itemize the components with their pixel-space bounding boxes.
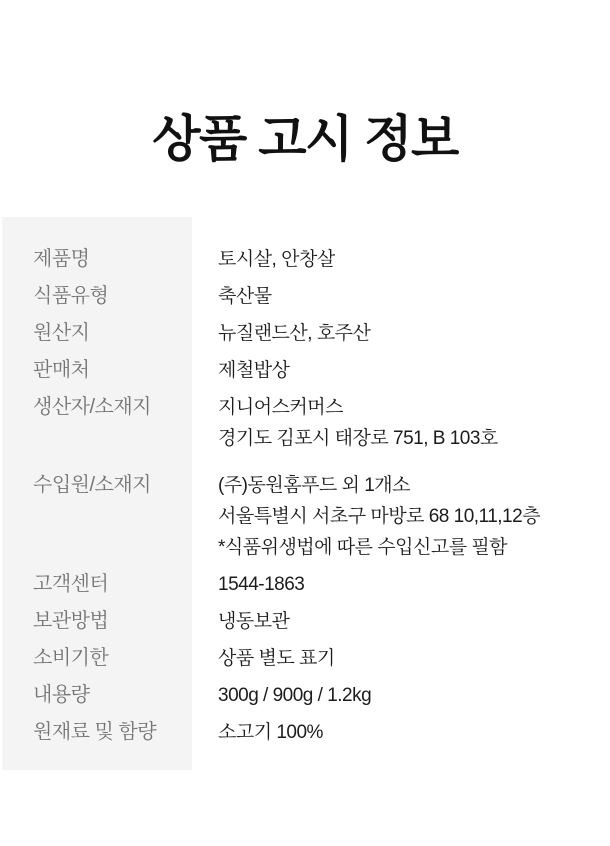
- value-line: 지니어스커머스: [218, 397, 343, 418]
- value-line: 소고기 100%: [218, 722, 323, 743]
- info-row-value: [192, 470, 610, 563]
- info-row-label: 소비기한: [33, 647, 109, 669]
- value-line: 뉴질랜드산, 호주산: [218, 323, 371, 344]
- value-line: 1544-1863: [218, 574, 305, 595]
- info-row-value: [192, 244, 610, 275]
- value-line: 축산물: [218, 286, 272, 307]
- info-row-value: [192, 318, 610, 349]
- value-line: (주)동원홈푸드 외 1개소: [218, 475, 410, 496]
- info-row-label: 제품명: [33, 248, 90, 270]
- info-row-value: [192, 355, 610, 386]
- value-line: 서울특별시 서초구 마방로 68 10,11,12층: [218, 506, 541, 527]
- info-row: [0, 717, 610, 748]
- info-row: [0, 606, 610, 637]
- info-row-value: [192, 680, 610, 711]
- info-row-value: [192, 643, 610, 674]
- info-row-label: 식품유형: [33, 285, 109, 307]
- value-line: 토시살, 안창살: [218, 249, 335, 270]
- info-row-label: 원재료 및 함량: [33, 721, 157, 743]
- value-line: 상품 별도 표기: [218, 648, 335, 669]
- info-row-label: 생산자/소재지: [33, 396, 151, 418]
- info-row-value: [192, 569, 610, 600]
- value-line: 냉동보관: [218, 611, 290, 632]
- product-info-table: [0, 217, 610, 770]
- info-row: [0, 569, 610, 600]
- info-row-value: [192, 392, 610, 454]
- info-row: [0, 643, 610, 674]
- info-row-label: 내용량: [33, 684, 90, 706]
- info-row: [0, 470, 610, 563]
- value-line: *식품위생법에 따른 수입신고를 필함: [218, 537, 508, 558]
- page-title: 상품 고시 정보: [152, 111, 458, 167]
- value-line: 제철밥상: [218, 360, 290, 381]
- info-row: [0, 244, 610, 275]
- info-row-label: 원산지: [33, 322, 90, 344]
- info-row-label: 보관방법: [33, 610, 109, 632]
- info-row-label: 판매처: [33, 359, 90, 381]
- info-row-label: 고객센터: [33, 573, 109, 595]
- value-line: 경기도 김포시 태장로 751, B 103호: [218, 428, 498, 449]
- info-row: [0, 680, 610, 711]
- info-row-label: 수입원/소재지: [33, 474, 151, 496]
- info-row-value: [192, 281, 610, 312]
- info-row-value: [192, 606, 610, 637]
- info-rows: [0, 244, 610, 748]
- info-row-value: [192, 717, 610, 748]
- info-row: [0, 318, 610, 349]
- value-line: 300g / 900g / 1.2kg: [218, 685, 372, 706]
- info-row: [0, 281, 610, 312]
- info-row: [0, 355, 610, 386]
- info-row: [0, 392, 610, 454]
